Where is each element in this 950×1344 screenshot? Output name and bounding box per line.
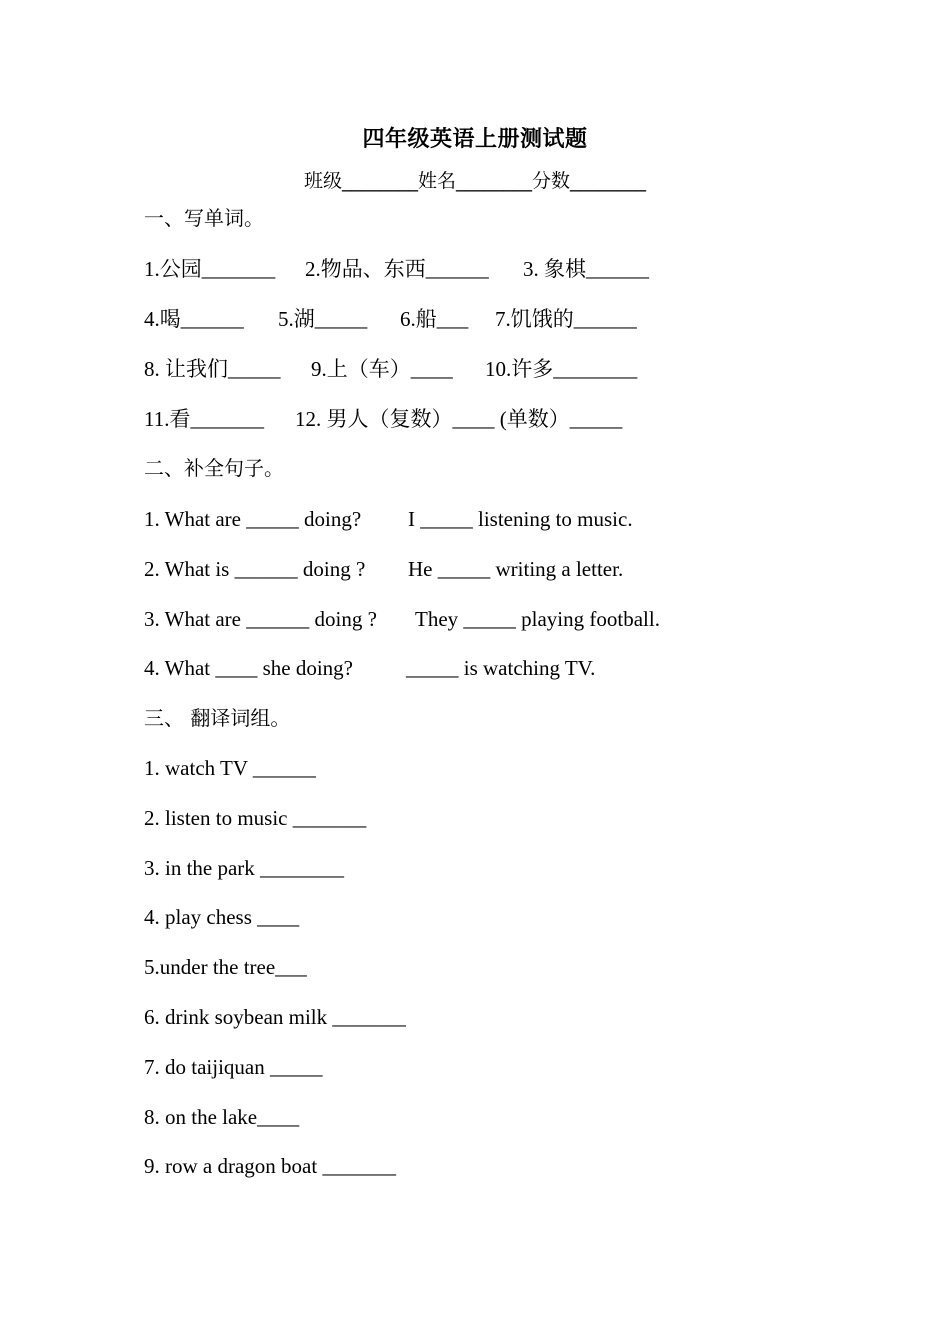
phrase-item: 9. row a dragon boat _______ <box>144 1154 396 1178</box>
word-item: 1.公园_______ <box>144 257 276 281</box>
section-2-row-3 <box>144 606 844 634</box>
word-item: 5.湖_____ <box>278 307 368 331</box>
section-1-row-2 <box>144 306 844 334</box>
phrase-item: 1. watch TV ______ <box>144 756 316 780</box>
phrase-item: 7. do taijiquan _____ <box>144 1055 323 1079</box>
sentence-question: 4. What ____ she doing? <box>144 656 353 680</box>
sentence-answer: _____ is watching TV. <box>406 656 596 680</box>
sentence-question: 3. What are ______ doing ? <box>144 607 377 631</box>
phrase-item: 4. play chess ____ <box>144 905 300 929</box>
phrase-item: 8. on the lake____ <box>144 1105 300 1129</box>
word-item: 6.船___ <box>400 307 469 331</box>
section-1-heading: 一、写单词。 <box>144 206 264 230</box>
section-2-heading: 二、补全句子。 <box>144 456 284 480</box>
word-item: 2.物品、东西______ <box>305 257 489 281</box>
word-item: 12. 男人（复数）____ (单数）_____ <box>295 407 623 431</box>
word-item: 10.许多________ <box>485 357 638 381</box>
section-1-row-1 <box>144 256 844 284</box>
section-3-heading: 三、 翻译词组。 <box>144 706 291 730</box>
section-2-row-4 <box>144 655 844 683</box>
sentence-question: 1. What are _____ doing? <box>144 507 362 531</box>
phrase-item: 3. in the park ________ <box>144 856 345 880</box>
section-2-row-2 <box>144 556 844 584</box>
word-item: 7.饥饿的______ <box>495 307 637 331</box>
sentence-answer: I _____ listening to music. <box>408 507 633 531</box>
section-1-row-3 <box>144 356 844 384</box>
page-title: 四年级英语上册测试题 <box>362 127 588 152</box>
word-item: 11.看_______ <box>144 407 264 431</box>
section-2-row-1 <box>144 506 844 534</box>
sentence-question: 2. What is ______ doing ? <box>144 557 366 581</box>
word-item: 9.上（车）____ <box>311 357 453 381</box>
word-item: 4.喝______ <box>144 307 244 331</box>
phrase-item: 5.under the tree___ <box>144 955 307 979</box>
word-item: 3. 象棋______ <box>523 257 649 281</box>
sentence-answer: He _____ writing a letter. <box>408 557 624 581</box>
phrase-item: 2. listen to music _______ <box>144 806 367 830</box>
student-info-line: 班级________姓名________分数________ <box>303 170 646 192</box>
sentence-answer: They _____ playing football. <box>415 607 660 631</box>
phrase-item: 6. drink soybean milk _______ <box>144 1005 406 1029</box>
word-item: 8. 让我们_____ <box>144 357 281 381</box>
section-1-row-4 <box>144 406 844 434</box>
